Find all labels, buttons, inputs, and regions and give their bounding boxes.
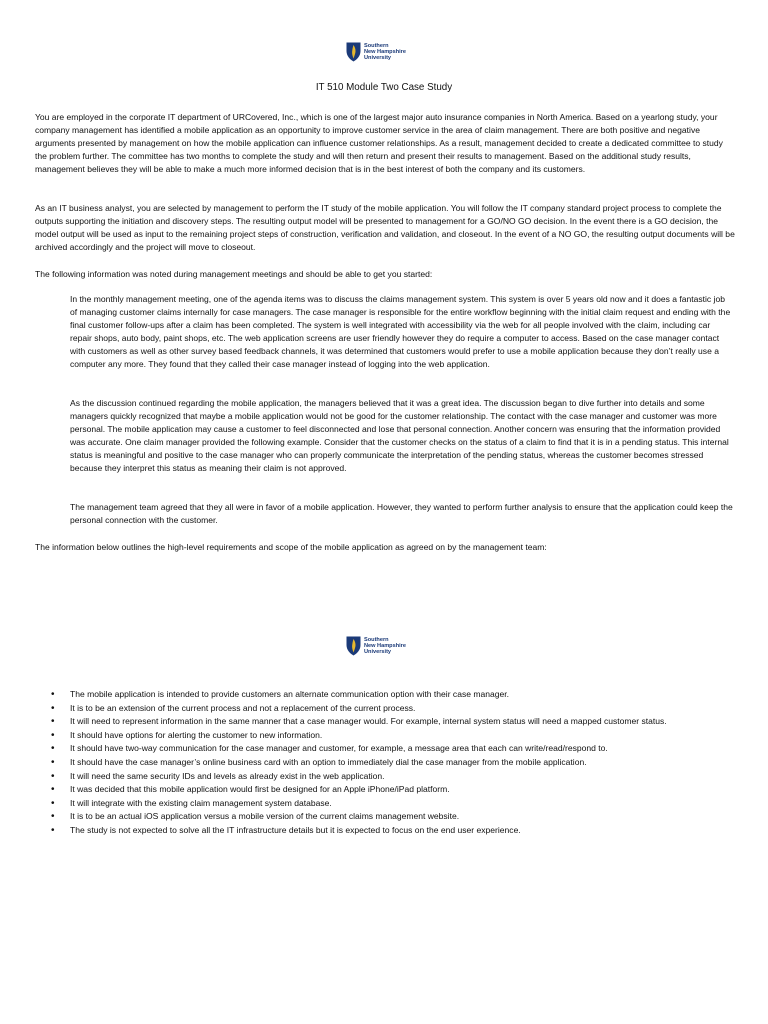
- logo-wordmark: [364, 637, 406, 656]
- logo-line-3: University: [364, 55, 392, 62]
- intro-paragraph-3: The following information was noted during management meetings and should be able to get you started:: [35, 269, 433, 279]
- list-item: • It is to be an extension of the current process and not a replacement of the current process.: [35, 702, 735, 715]
- logo-line-2: New Hampshire: [364, 48, 406, 55]
- list-item: • It should have options for alerting the customer to new information.: [35, 729, 735, 742]
- university-logo-page-2: [346, 636, 406, 656]
- requirements-list: [35, 688, 735, 838]
- intro-paragraph-2: As an IT business analyst, you are selected by management to perform the IT study of the mobile application. You will follow the IT company standard project process to complete the outputs supporting the initiation and discovery steps. The resulting output model will be presented to management for a GO/NO GO decision. In the event there is a GO decision, the model output will be used as input to the remaining project steps of construction, verification and validation, and closeout. In the event of a NO GO, the resulting output documents will be archived accordingly and the project will move to closeout.: [35, 203, 735, 252]
- meeting-note-3: The management team agreed that they all were in favor of a mobile application. However, they wanted to perform further analysis to ensure that the application could keep the personal connection with the customer.: [70, 502, 733, 525]
- logo-line-2: New Hampshire: [364, 642, 406, 649]
- list-item: • It should have the case manager’s online business card with an option to immediately dial the case manager from the mobile application.: [35, 756, 735, 769]
- scope-intro: The information below outlines the high-level requirements and scope of the mobile application as agreed on by the management team:: [35, 542, 547, 552]
- meeting-note-1: In the monthly management meeting, one of the agenda items was to discuss the claims management system. This system is over 5 years old now and it does a fantastic job of managing customer claims internally for case managers. The case manager is responsible for the entire workflow beginning with the initial claim request and ending with the final customer follow-ups after a claim has been completed. The system is well integrated with accessibility via the web for all people involved with the claim, including car repair shops, auto body, paint shops, etc. The web application screens are user friendly however they do require a computer to access. Based on the case manager contact with customers as well as other survey based feedback channels, it was determined that customers would prefer to use a mobile application because they don’t really use a computer any more. They found that they called their case manager instead of logging into the web application.: [70, 294, 731, 369]
- university-logo: [346, 42, 406, 62]
- shield-icon: [346, 636, 361, 656]
- list-item: • It is to be an actual iOS application versus a mobile version of the current claims management website.: [35, 810, 735, 823]
- logo-line-1: Southern: [364, 636, 389, 643]
- list-item: • The study is not expected to solve all the IT infrastructure details but it is expected to focus on the end user experience.: [35, 824, 735, 837]
- logo-wordmark: [364, 43, 406, 62]
- meeting-note-2: As the discussion continued regarding the mobile application, the managers believed that it was a great idea. The discussion began to dive further into details and some managers quickly recognized that maybe a mobile application would not be good for the customer relationship. The contact with the case manager and customer was more personal. The mobile application may cause a customer to feel disconnected and lose that personal connection. Another concern was ensuring that the information provided was accurate. One claim manager provided the following example. Consider that the customer checks on the status of a claim to find that it is in a pending status. This internal status is meaningful and positive to the case manager who can properly communicate the interpretation of the pending status, whereas the customer becomes stressed because they interpret this status as meaning their claim is not approved.: [70, 398, 729, 473]
- shield-icon: [346, 42, 361, 62]
- list-item: • It will need to represent information in the same manner that a case manager would. For example, internal system status will need a mapped customer status.: [35, 715, 735, 728]
- list-item: • It will need the same security IDs and levels as already exist in the web application.: [35, 770, 735, 783]
- logo-line-1: Southern: [364, 42, 389, 49]
- list-item: • It will integrate with the existing claim management system database.: [35, 797, 735, 810]
- list-item: • It should have two-way communication for the case manager and customer, for example, a message area that each can write/read/respond to.: [35, 742, 735, 755]
- intro-paragraph-1: You are employed in the corporate IT department of URCovered, Inc., which is one of the largest major auto insurance companies in North America. Based on a yearlong study, your company management has identified a mobile application as an opportunity to improve customer service in the area of claim management. There are both positive and negative arguments presented by management on how the mobile application can influence customer relationships. As a result, management decided to create a dedicated committee to study the problem further. The committee has two months to complete the study and will then return and present their results to management. Based on the additional study results, management believes they will be able to make a much more informed decision that is in the best interest of both the company and its customers.: [35, 112, 723, 174]
- document-title: IT 510 Module Two Case Study: [315, 82, 453, 93]
- list-item: • It was decided that this mobile application would first be designed for an Apple iPhone/iPad platform.: [35, 783, 735, 796]
- list-item: • The mobile application is intended to provide customers an alternate communication option with their case manager.: [35, 688, 735, 701]
- logo-line-3: University: [364, 649, 392, 656]
